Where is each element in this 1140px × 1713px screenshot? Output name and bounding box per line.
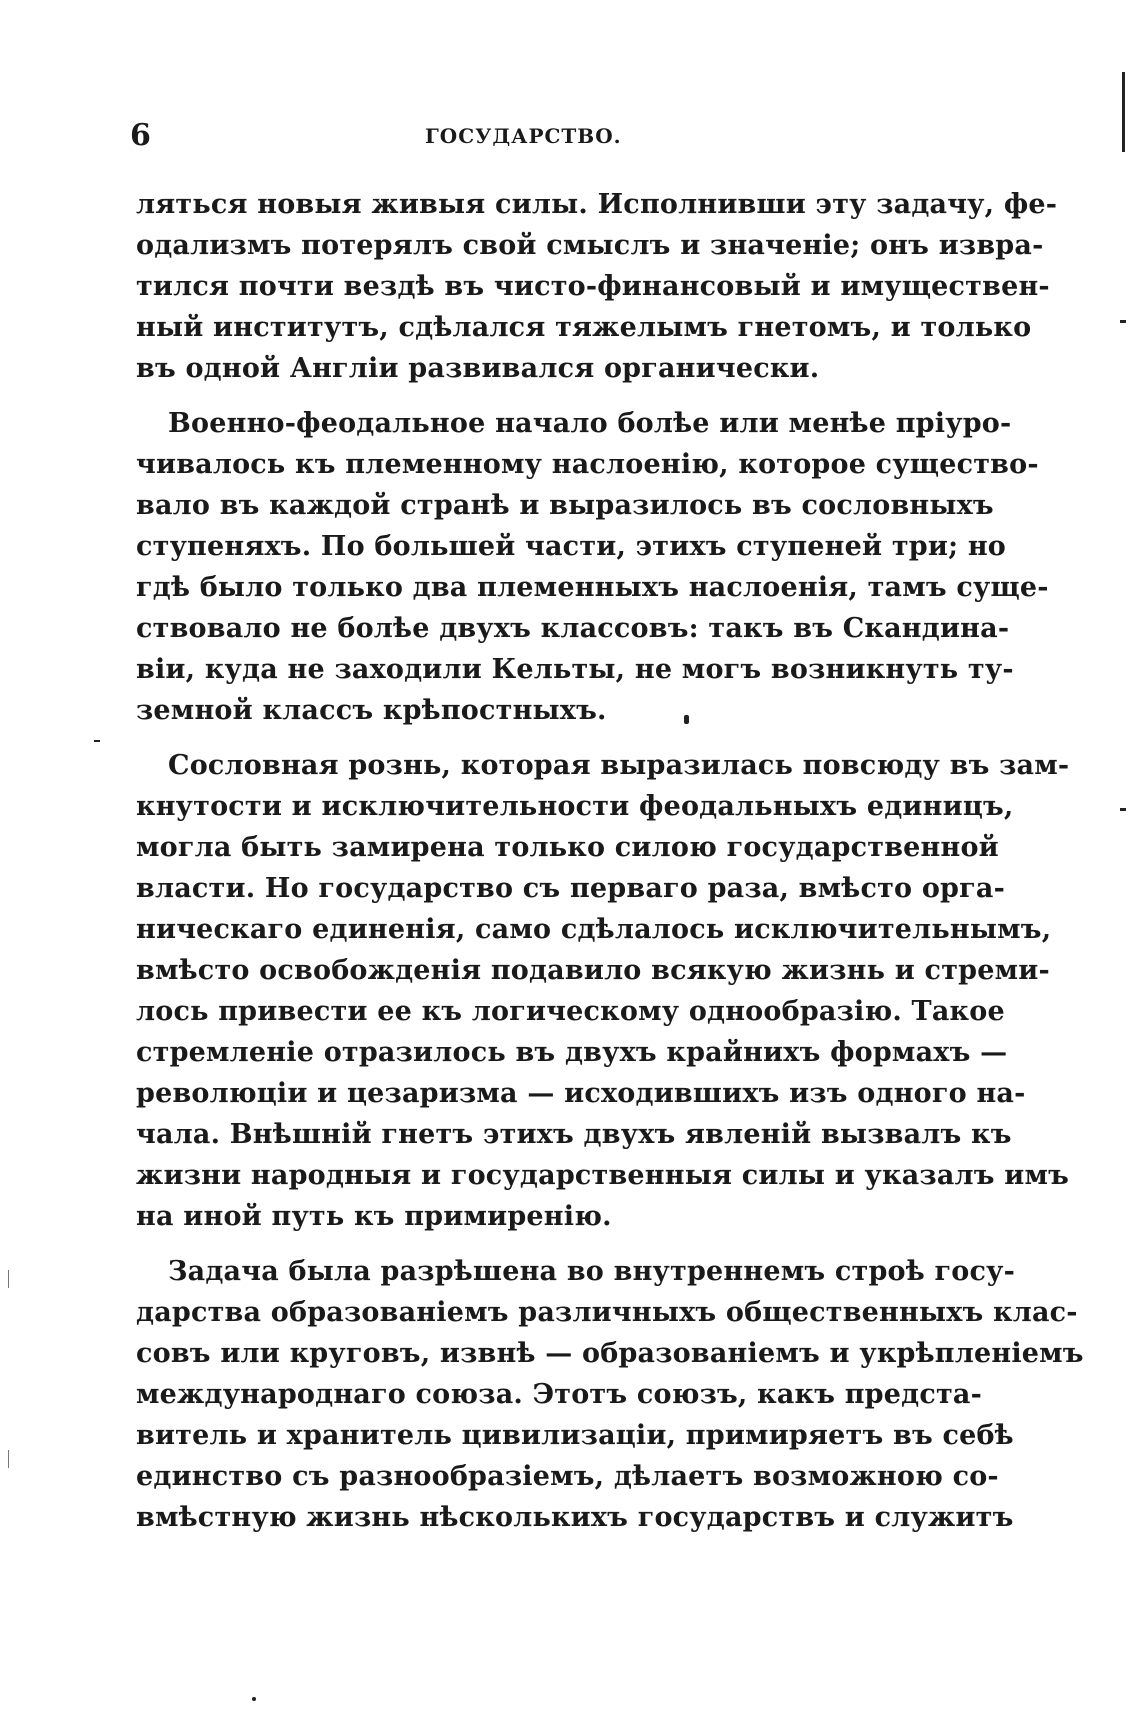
text-line: вмѣстную жизнь нѣсколькихъ государствъ и служитъ — [136, 1502, 1014, 1533]
text-line: лось привести ее къ логическому однообразію. Такое — [136, 996, 1005, 1027]
paragraph — [136, 184, 1058, 389]
text-line: на иной путь къ примиренію. — [136, 1201, 612, 1232]
page-number: 6 — [130, 118, 151, 153]
text-line: ляться новыя живыя силы. Исполнивши эту задачу, фе- — [136, 189, 1058, 220]
scan-speck — [252, 1697, 256, 1701]
paragraph — [136, 1251, 1084, 1538]
text-line: дарства образованіемъ различныхъ общественныхъ клас- — [136, 1297, 1078, 1328]
text-line: стремленіе отразилось въ двухъ крайнихъ формахъ — — [136, 1037, 1008, 1068]
text-line: ный институтъ, сдѣлался тяжелымъ гнетомъ, и только — [136, 312, 1032, 343]
text-line: земной классъ крѣпостныхъ. — [136, 695, 607, 726]
paragraph — [136, 403, 1049, 731]
text-line: тился почти вездѣ въ чисто-финансовый и имуществен- — [136, 271, 1050, 302]
running-head — [130, 118, 630, 158]
text-line: власти. Но государство съ перваго раза, вмѣсто орга- — [136, 873, 1005, 904]
text-line: революціи и цезаризма — исходившихъ изъ одного на- — [136, 1078, 1026, 1109]
text-line: витель и хранитель цивилизаціи, примиряетъ въ себѣ — [136, 1420, 1014, 1451]
text-line: единство съ разнообразіемъ, дѣлаетъ возможною со- — [136, 1461, 999, 1492]
text-line: ническаго единенія, само сдѣлалось исключительнымъ, — [136, 914, 1052, 945]
text-line: гдѣ было только два племенныхъ наслоенія, тамъ суще- — [136, 572, 1049, 603]
scan-edge-mark — [8, 1270, 9, 1288]
body-text — [136, 184, 1084, 1538]
scan-speck — [684, 715, 689, 724]
text-line: вало въ каждой странѣ и выразилось въ сословныхъ — [136, 490, 994, 521]
scan-edge-mark — [1122, 92, 1125, 152]
text-line: кнутости и исключительности феодальныхъ единицъ, — [136, 791, 1014, 822]
text-line: въ одной Англіи развивался органически. — [136, 353, 820, 384]
text-line: чивалось къ племенному наслоенію, которое существо- — [136, 449, 1039, 480]
text-line: одализмъ потерялъ свой смыслъ и значеніе; онъ изврa- — [136, 230, 1044, 261]
text-line: Сословная рознь, которая выразилась повсюду въ зам- — [168, 750, 1070, 781]
scan-edge-mark — [1120, 320, 1126, 323]
text-line: ствовало не болѣе двухъ классовъ: такъ въ Скандина- — [136, 613, 1010, 644]
text-line: совъ или круговъ, извнѣ — образованіемъ и укрѣпленіемъ — [136, 1338, 1084, 1369]
scan-edge-mark — [1120, 808, 1126, 811]
text-line: международнаго союза. Этотъ союзъ, какъ предста- — [136, 1379, 983, 1410]
running-title: ГОСУДАРСТВО. — [425, 124, 622, 148]
text-line: Задача была разрѣшена во внутреннемъ строѣ госу- — [168, 1256, 1015, 1287]
paragraph — [136, 745, 1070, 1237]
scan-edge-mark — [94, 740, 100, 742]
text-line: жизни народныя и государственныя силы и указалъ имъ — [136, 1160, 1070, 1191]
text-line: віи, куда не заходили Кельты, не могъ возникнуть ту- — [136, 654, 1014, 685]
text-line: Военно-феодальное начало болѣе или менѣе пріуро- — [168, 408, 1012, 439]
scan-edge-mark — [8, 1450, 9, 1468]
text-line: чала. Внѣшній гнетъ этихъ двухъ явленій вызвалъ къ — [136, 1119, 1012, 1150]
text-line: могла быть замирена только силою государственной — [136, 832, 999, 863]
text-line: вмѣсто освобожденія подавило всякую жизнь и стреми- — [136, 955, 1050, 986]
text-line: ступеняхъ. По большей части, этихъ ступеней три; но — [136, 531, 1007, 562]
